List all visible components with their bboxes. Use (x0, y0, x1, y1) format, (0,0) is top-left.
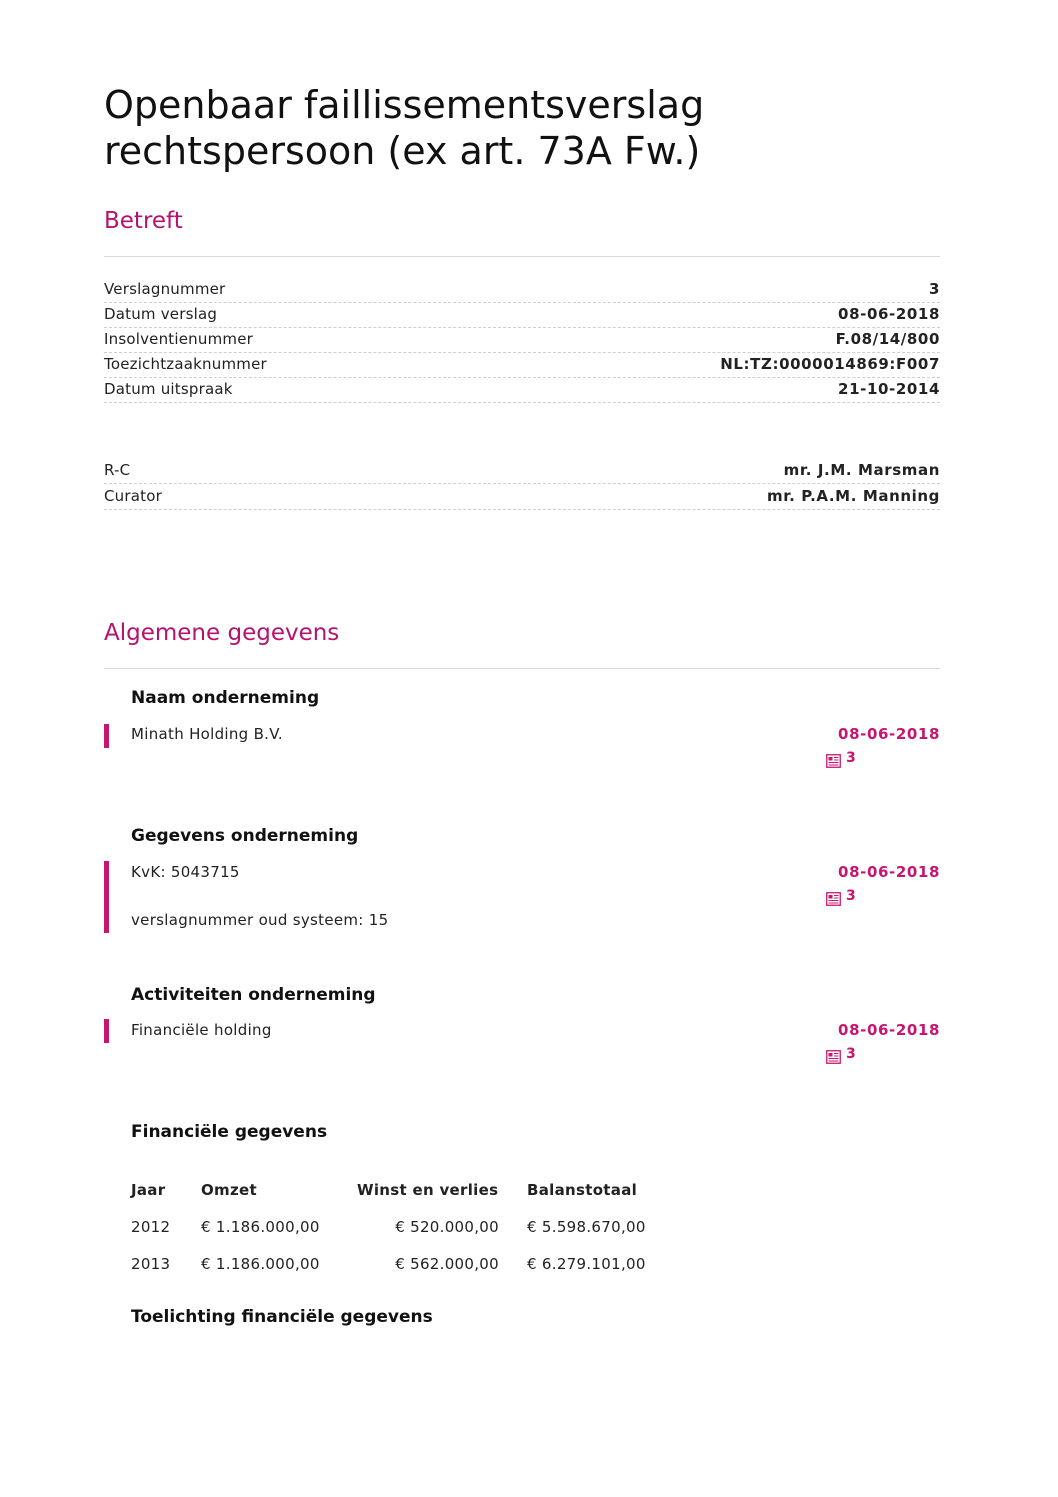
document-icon (826, 754, 841, 768)
title-line-1: Openbaar faillissementsverslag (104, 83, 705, 127)
table-cell-balanstotaal: € 6.279.101,00 (527, 1254, 646, 1273)
kv-row-rc (104, 458, 940, 484)
document-icon (826, 1050, 841, 1064)
kv-label: Datum verslag (104, 305, 218, 323)
entry-date: 08-06-2018 (838, 725, 940, 743)
entry-marker (104, 724, 109, 748)
kv-value: 21-10-2014 (838, 380, 940, 398)
document-icon (826, 892, 841, 906)
kv-row-curator (104, 484, 940, 510)
kv-label: Datum uitspraak (104, 380, 233, 398)
table-cell-winst-en-verlies: € 520.000,00 (395, 1217, 499, 1236)
report-reference-link[interactable] (826, 750, 856, 768)
table-cell-jaar: 2013 (131, 1254, 171, 1273)
column-header-winst-en-verlies: Winst en verlies (357, 1181, 499, 1199)
kv-value: mr. P.A.M. Manning (767, 487, 940, 505)
report-reference-number: 3 (846, 750, 856, 766)
page-title (104, 82, 944, 174)
kv-row-datum-verslag (104, 302, 940, 328)
table-cell-balanstotaal: € 5.598.670,00 (527, 1217, 646, 1236)
section-heading-algemene-gegevens: Algemene gegevens (104, 620, 340, 646)
kv-row-insolventienummer (104, 327, 940, 353)
subheading-financiele-gegevens: Financiële gegevens (131, 1122, 328, 1142)
section-heading-betreft: Betreft (104, 208, 183, 234)
section-divider (104, 256, 940, 257)
report-reference-number: 3 (846, 888, 856, 904)
table-header-row (131, 1172, 646, 1208)
table-cell-omzet: € 1.186.000,00 (201, 1217, 320, 1236)
subheading-naam-onderneming: Naam onderneming (131, 688, 320, 708)
subheading-gegevens-onderneming: Gegevens onderneming (131, 826, 359, 846)
report-reference-number: 3 (846, 1046, 856, 1062)
kv-value: 3 (928, 280, 940, 298)
kv-label: Curator (104, 487, 162, 505)
column-header-jaar: Jaar (131, 1181, 166, 1199)
table-row (131, 1208, 646, 1245)
kv-value: mr. J.M. Marsman (783, 461, 940, 479)
table-cell-jaar: 2012 (131, 1217, 171, 1236)
kv-value: 08-06-2018 (838, 305, 940, 323)
entry-marker (104, 1019, 109, 1043)
kv-value: NL:TZ:0000014869:F007 (720, 355, 940, 373)
kv-label: Insolventienummer (104, 330, 254, 348)
kv-row-toezichtzaaknummer (104, 352, 940, 378)
table-cell-winst-en-verlies: € 562.000,00 (395, 1254, 499, 1273)
entry-date: 08-06-2018 (838, 1021, 940, 1039)
kv-label: Verslagnummer (104, 280, 226, 298)
kv-label: Toezichtzaaknummer (104, 355, 267, 373)
kv-value: F.08/14/800 (835, 330, 940, 348)
entry-text: Financiële holding (131, 1021, 272, 1039)
report-reference-link[interactable] (826, 1046, 856, 1064)
section-divider (104, 668, 940, 669)
report-reference-link[interactable] (826, 888, 856, 906)
title-line-2: rechtspersoon (ex art. 73A Fw.) (104, 129, 701, 173)
kv-label: R-C (104, 461, 131, 479)
entry-text: Minath Holding B.V. (131, 725, 283, 743)
subheading-activiteiten-onderneming: Activiteiten onderneming (131, 985, 376, 1005)
kv-row-datum-uitspraak (104, 377, 940, 403)
financial-table (131, 1172, 646, 1282)
table-cell-omzet: € 1.186.000,00 (201, 1254, 320, 1273)
entry-marker (104, 861, 109, 933)
kv-row-verslagnummer (104, 277, 940, 303)
entry-date: 08-06-2018 (838, 863, 940, 881)
column-header-balanstotaal: Balanstotaal (527, 1181, 638, 1199)
entry-text: verslagnummer oud systeem: 15 (131, 911, 389, 929)
column-header-omzet: Omzet (201, 1181, 257, 1199)
entry-text: KvK: 5043715 (131, 863, 240, 881)
table-row (131, 1245, 646, 1282)
subheading-toelichting-financiele-gegevens: Toelichting financiële gegevens (131, 1307, 433, 1327)
